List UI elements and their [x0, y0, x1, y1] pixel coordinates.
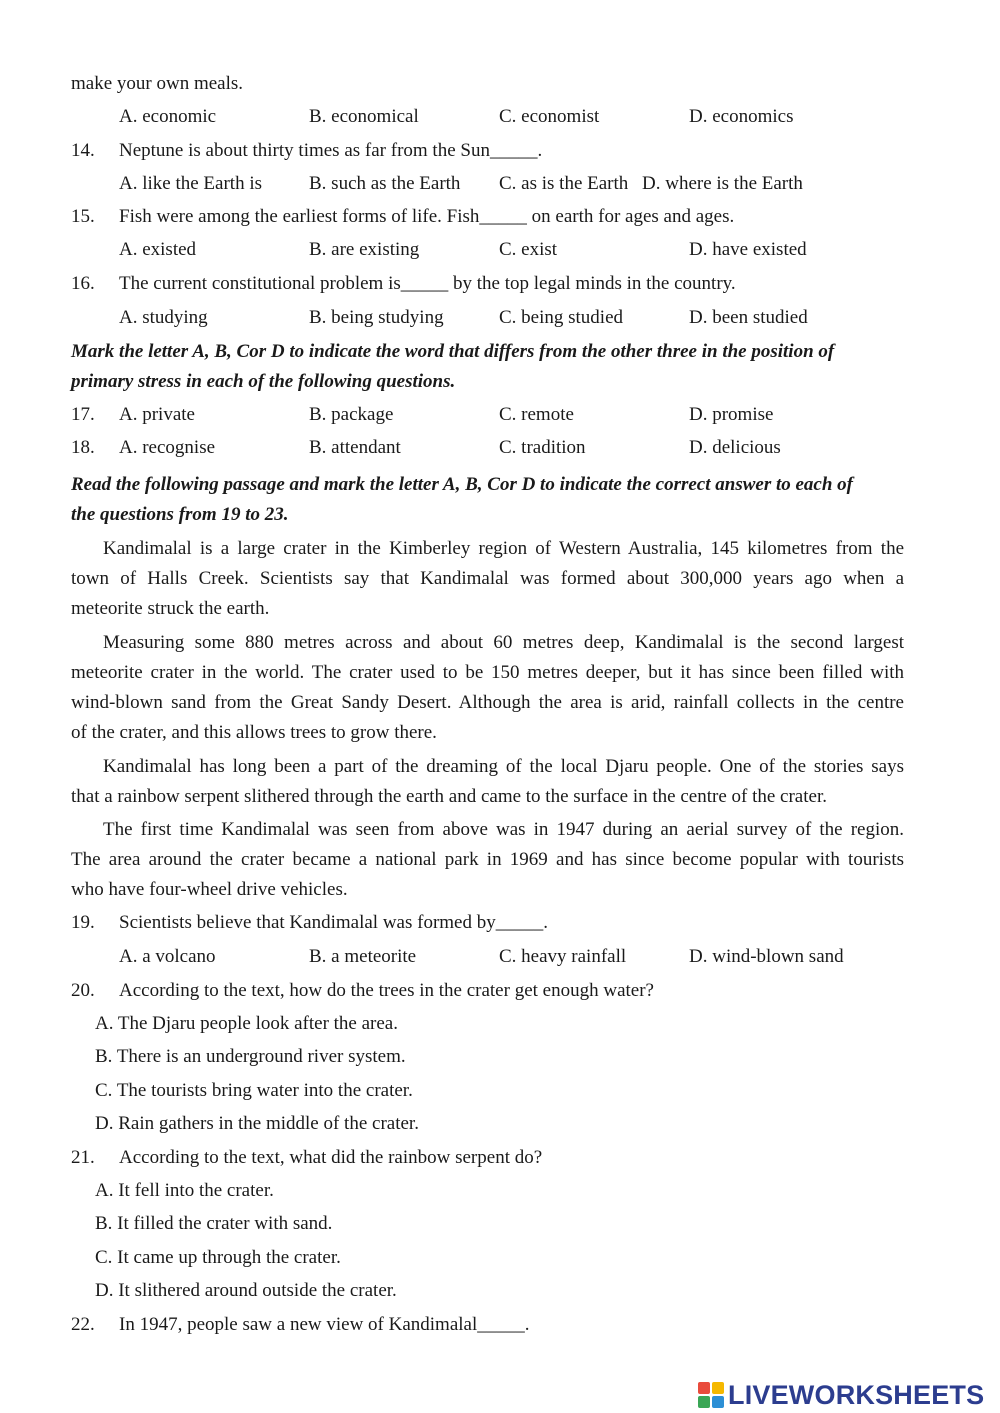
- q19-number: 19.: [71, 912, 95, 933]
- q17-option-a: A. private: [119, 404, 195, 425]
- q20-option-c: C. The tourists bring water into the crater.: [95, 1080, 413, 1101]
- passage-p4-line-1: The first time Kandimalal was seen from above was in 1947 during an aerial survey of the region.: [103, 819, 904, 840]
- continuation-text: make your own meals.: [71, 73, 244, 94]
- q13-option-b: B. economical: [309, 106, 419, 127]
- q17-option-c: C. remote: [499, 404, 574, 425]
- passage-p1-line-3: meteorite struck the earth.: [71, 598, 270, 619]
- liveworksheets-watermark: [698, 1378, 984, 1412]
- q16-option-c: C. being studied: [499, 307, 624, 328]
- passage-instruction-line-2: the questions from 19 to 23.: [71, 504, 289, 525]
- logo-square-yellow: [712, 1382, 724, 1394]
- logo-square-red: [698, 1382, 710, 1394]
- passage-p3-line-1: Kandimalal has long been a part of the dreaming of the local Djaru people. One of the stories says: [103, 756, 904, 777]
- logo-square-green: [698, 1396, 710, 1408]
- q21-stem: According to the text, what did the rainbow serpent do?: [119, 1147, 543, 1168]
- q17-option-b: B. package: [309, 404, 394, 425]
- q22-stem: In 1947, people saw a new view of Kandimalal_____.: [119, 1314, 530, 1335]
- q14-option-b: B. such as the Earth: [309, 173, 461, 194]
- q22-number: 22.: [71, 1314, 95, 1335]
- q15-option-d: D. have existed: [689, 239, 807, 260]
- passage-p2-line-3: wind-blown sand from the Great Sandy Desert. Although the area is arid, rainfall collects in the centre: [71, 692, 904, 713]
- q21-option-b: B. It filled the crater with sand.: [95, 1213, 333, 1234]
- q18-option-b: B. attendant: [309, 437, 401, 458]
- stress-instruction-line-1: Mark the letter A, B, Cor D to indicate the word that differs from the other three in the position of: [71, 341, 835, 362]
- q16-stem: The current constitutional problem is_____ by the top legal minds in the country.: [119, 273, 736, 294]
- q17-option-d: D. promise: [689, 404, 774, 425]
- q20-option-b: B. There is an underground river system.: [95, 1046, 406, 1067]
- q19-option-d: D. wind-blown sand: [689, 946, 844, 967]
- q14-number: 14.: [71, 140, 95, 161]
- q13-option-d: D. economics: [689, 106, 794, 127]
- q16-option-b: B. being studying: [309, 307, 444, 328]
- q14-option-c: C. as is the Earth: [499, 173, 629, 194]
- q20-option-a: A. The Djaru people look after the area.: [95, 1013, 398, 1034]
- logo-square-blue: [712, 1396, 724, 1408]
- q20-stem: According to the text, how do the trees in the crater get enough water?: [119, 980, 654, 1001]
- q20-number: 20.: [71, 980, 95, 1001]
- q15-option-a: A. existed: [119, 239, 197, 260]
- q19-stem: Scientists believe that Kandimalal was formed by_____.: [119, 912, 548, 933]
- passage-p3-line-2: that a rainbow serpent slithered through the earth and came to the surface in the centre of the crater.: [71, 786, 827, 807]
- q21-option-d: D. It slithered around outside the crater.: [95, 1280, 397, 1301]
- q20-option-d: D. Rain gathers in the middle of the crater.: [95, 1113, 419, 1134]
- q21-option-a: A. It fell into the crater.: [95, 1180, 274, 1201]
- q18-option-d: D. delicious: [689, 437, 781, 458]
- q16-option-d: D. been studied: [689, 307, 808, 328]
- q16-number: 16.: [71, 273, 95, 294]
- passage-p1-line-2: town of Halls Creek. Scientists say that Kandimalal was formed about 300,000 years ago when a: [71, 568, 904, 589]
- q15-option-b: B. are existing: [309, 239, 420, 260]
- passage-p4-line-3: who have four-wheel drive vehicles.: [71, 879, 348, 900]
- passage-p2-line-4: of the crater, and this allows trees to grow there.: [71, 722, 437, 743]
- q19-option-c: C. heavy rainfall: [499, 946, 627, 967]
- q15-number: 15.: [71, 206, 95, 227]
- passage-p4-line-2: The area around the crater became a national park in 1969 and has since become popular with tourists: [71, 849, 904, 870]
- q19-option-b: B. a meteorite: [309, 946, 417, 967]
- liveworksheets-logo-text: LIVEWORKSHEETS: [728, 1379, 985, 1410]
- q17-number: 17.: [71, 404, 95, 425]
- passage-instruction-line-1: Read the following passage and mark the letter A, B, Cor D to indicate the correct answer to each of: [71, 474, 853, 495]
- passage-p1-line-1: Kandimalal is a large crater in the Kimberley region of Western Australia, 145 kilometres from the: [103, 538, 904, 559]
- passage-p2-line-2: meteorite crater in the world. The crater used to be 150 metres deeper, but it has since been filled with: [71, 662, 904, 683]
- stress-instruction-line-2: primary stress in each of the following questions.: [71, 371, 456, 392]
- q18-number: 18.: [71, 437, 95, 458]
- q18-option-c: C. tradition: [499, 437, 586, 458]
- q14-option-d: D. where is the Earth: [642, 173, 803, 194]
- q14-stem: Neptune is about thirty times as far from the Sun_____.: [119, 140, 543, 161]
- q13-option-a: A. economic: [119, 106, 217, 127]
- q19-option-a: A. a volcano: [119, 946, 216, 967]
- passage-p2-line-1: Measuring some 880 metres across and about 60 metres deep, Kandimalal is the second largest: [103, 632, 904, 653]
- liveworksheets-logo-icon: [698, 1382, 724, 1408]
- q14-option-a: A. like the Earth is: [119, 173, 262, 194]
- q15-option-c: C. exist: [499, 239, 558, 260]
- q21-option-c: C. It came up through the crater.: [95, 1247, 341, 1268]
- q16-option-a: A. studying: [119, 307, 208, 328]
- q15-stem: Fish were among the earliest forms of life. Fish_____ on earth for ages and ages.: [119, 206, 735, 227]
- q21-number: 21.: [71, 1147, 95, 1168]
- q18-option-a: A. recognise: [119, 437, 216, 458]
- q13-option-c: C. economist: [499, 106, 600, 127]
